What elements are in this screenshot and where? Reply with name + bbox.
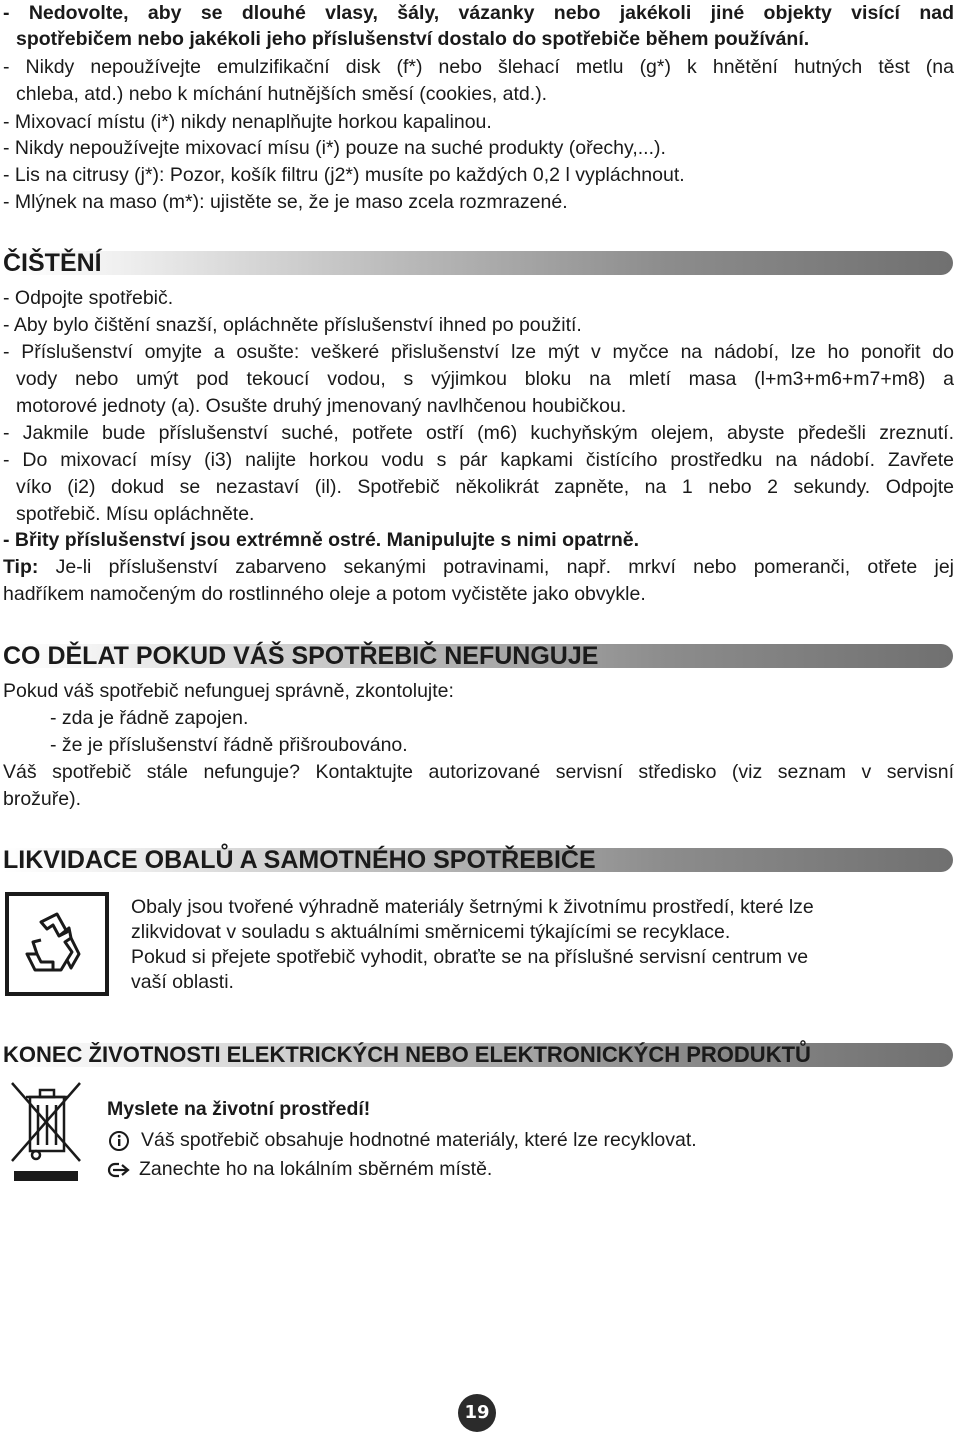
- tip-text: Je-li příslušenství zabarveno sekanými potravinami, např. mrkví nebo pomeranči, otřete jej: [38, 556, 954, 578]
- crossed-bin-icon: [6, 1079, 86, 1183]
- weee-line-2: Váš spotřebič obsahuje hodnotné materiály, které lze recyklovat.: [141, 1129, 697, 1151]
- section-heading-troubleshooting: [3, 640, 953, 672]
- info-icon: [108, 1130, 130, 1152]
- heading-bar: [3, 251, 953, 275]
- cleaning-line-6: - Jakmile bude příslušenství suché, potřete ostří (m6) kuchyňským olejem, abyste předešli zreznutí.: [3, 422, 954, 444]
- intro-line-4: chleba, atd.) nebo k míchání hutnějších směsí (cookies, atd.).: [16, 83, 548, 105]
- troubleshoot-line-3: - že je příslušenství řádně přišroubováno.: [50, 734, 408, 756]
- cleaning-line-5: motorové jednoty (a). Osušte druhý jmenovaný navlhčenou houbičkou.: [16, 395, 627, 417]
- intro-line-2: spotřebičem nebo jakékoli jeho příslušenství dostalo do spotřebiče během používání.: [16, 28, 810, 50]
- cleaning-line-4: vody nebo umýt pod tekoucí vodou, s výjimkou bloku na mletí masa (l+m3+m6+m7+m8) a: [16, 368, 954, 390]
- section-heading-weee: [3, 1039, 953, 1071]
- cleaning-line-9: spotřebič. Mísu opláchněte.: [16, 503, 255, 525]
- cleaning-line-1: - Odpojte spotřebič.: [3, 287, 174, 309]
- cleaning-line-3: - Příslušenství omyjte a osušte: veškeré přislušenství lze mýt v myčce na nádobí, lze ho ponořit do: [3, 341, 954, 363]
- weee-line-3: Zanechte ho na lokálním sběrném místě.: [139, 1158, 493, 1180]
- intro-line-5: - Mixovací místu (i*) nikdy nenaplňujte horkou kapalinou.: [3, 111, 492, 133]
- disposal-line-3: Pokud si přejete spotřebič vyhodit, obraťte se na příslušné servisní centrum ve: [131, 946, 809, 968]
- arrow-icon: [107, 1160, 131, 1180]
- intro-line-7: - Lis na citrusy (j*): Pozor, košík filtru (j2*) musíte po každých 0,2 l vypláchnout.: [3, 164, 685, 186]
- section-heading-disposal: [3, 844, 953, 876]
- cleaning-line-2: - Aby bylo čištění snazší, opláchněte příslušenství ihned po použití.: [3, 314, 582, 336]
- troubleshoot-line-4: Váš spotřebič stále nefunguje? Kontaktujte autorizované servisní středisko (viz seznam v servisní: [3, 761, 954, 783]
- section-heading-cleaning: [3, 247, 953, 279]
- heading-text: KONEC ŽIVOTNOSTI ELEKTRICKÝCH NEBO ELEKTRONICKÝCH PRODUKTŮ: [3, 1042, 811, 1067]
- page-number: 19: [458, 1394, 496, 1432]
- heading-text: LIKVIDACE OBALŮ A SAMOTNÉHO SPOTŘEBIČE: [3, 846, 596, 874]
- intro-line-6: - Nikdy nepoužívejte mixovací mísu (i*) pouze na suché produkty (ořechy,...).: [3, 137, 666, 159]
- cleaning-line-8: víko (i2) dokud se nezastaví (il). Spotřebič několikrát zapněte, na 1 nebo 2 sekundy. Odpojte: [16, 476, 954, 498]
- weee-line-1: Myslete na životní prostředí!: [107, 1098, 371, 1120]
- tip-label: Tip:: [3, 556, 39, 578]
- cleaning-tip: [3, 555, 954, 579]
- troubleshoot-line-2: - zda je řádně zapojen.: [50, 707, 249, 729]
- cleaning-warning: - Břity příslušenství jsou extrémně ostré. Manipulujte s nimi opatrně.: [3, 529, 640, 551]
- intro-line-1: - Nedovolte, aby se dlouhé vlasy, šály, vázanky nebo jakékoli jiné objekty visící nad: [3, 2, 954, 24]
- intro-line-3: - Nikdy nepoužívejte emulzifikační disk (f*) nebo šlehací metlu (g*) k hnětění hutných těst (na: [3, 56, 954, 78]
- intro-line-8: - Mlýnek na maso (m*): ujistěte se, že je maso zcela rozmrazené.: [3, 191, 568, 213]
- disposal-line-1: Obaly jsou tvořené výhradně materiály šetrnými k životnímu prostředí, které lze: [131, 896, 814, 918]
- troubleshoot-line-5: brožuře).: [3, 788, 82, 810]
- heading-text: ČIŠTĚNÍ: [3, 249, 102, 277]
- troubleshoot-line-1: Pokud váš spotřebič nefunguej správně, zkontolujte:: [3, 680, 454, 702]
- cleaning-tip-line-2: hadříkem namočeným do rostlinného oleje a potom vyčistěte jako obvykle.: [3, 583, 646, 605]
- disposal-line-4: vaší oblasti.: [131, 971, 234, 993]
- recycle-icon: [5, 892, 109, 996]
- cleaning-line-7: - Do mixovací mísy (i3) nalijte horkou vodu s pár kapkami čistícího prostředku na nádobí. Zavřete: [3, 449, 954, 471]
- heading-text: CO DĚLAT POKUD VÁŠ SPOTŘEBIČ NEFUNGUJE: [3, 642, 599, 670]
- disposal-line-2: zlikvidovat v souladu s aktuálními směrnicemi týkajícími se recyklace.: [131, 921, 731, 943]
